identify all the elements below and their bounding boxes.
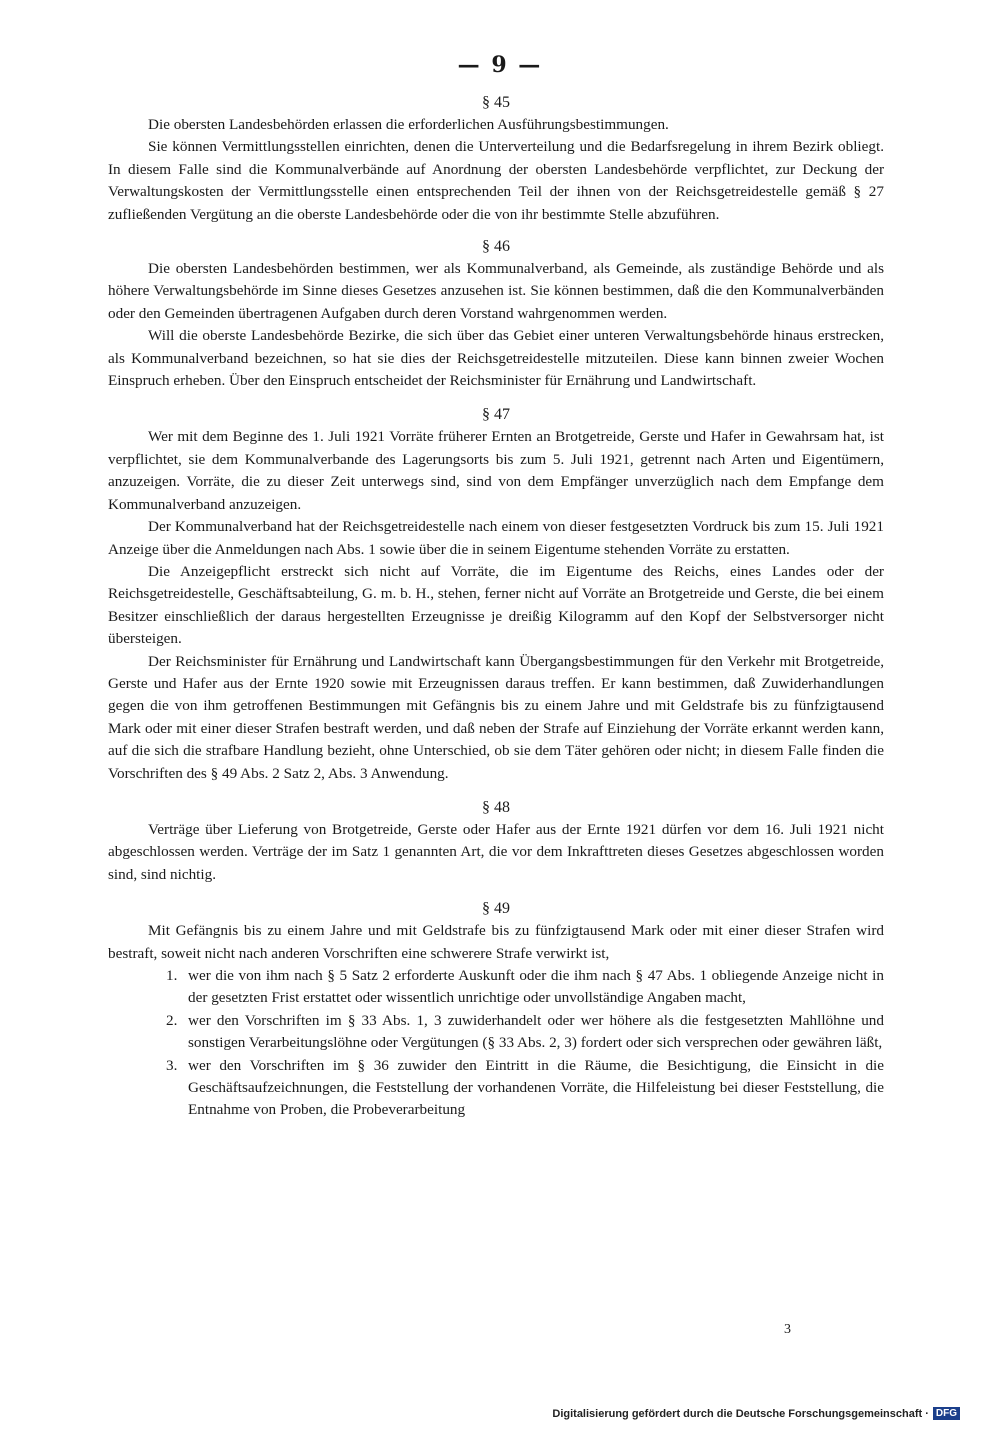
list-item-number: 1. (166, 967, 178, 984)
paragraph: Sie können Vermittlungsstellen einrichten, denen die Unterverteilung und die Bedarfsregelung in ihrem Bezirk obliegt. In diesem Falle sind die Kommunalverbände auf Anordnung der obersten Landesbehörde verpflichtet, zur Deckung der Verwaltungskosten der Vermittlungsstelle einen entsprechenden Teil der ihnen von der Reichsgetreidestelle gemäß § 27 zufließenden Vergütung an die oberste Landesbehörde oder die von ihr bestimmte Stelle abzuführen. (108, 138, 884, 223)
list-item-number: 3. (166, 1056, 178, 1074)
paragraph: Die obersten Landesbehörden erlassen die erforderlichen Ausführungsbestimmungen. (148, 116, 669, 133)
paragraph: Der Reichsminister für Ernährung und Landwirtschaft kann Übergangsbestimmungen für den Verkehr mit Brotgetreide, Gerste und Hafer aus der Ernte 1920 sowie mit Erzeugnissen daraus treffen. Er kann bestimmen, daß Zuwiderhandlungen gegen die von ihm getroffenen Bestimmungen mit Gefängnis bis zu einem Jahre und mit Geldstrafe bis zu fünfzigtausend Mark oder mit einer dieser Strafen bestraft werden, und daß neben der Strafe auf Einziehung der Vorräte erkannt werden kann, auf die sich die strafbare Handlung bezieht, ohne Unterschied, ob sie dem Täter gehören oder nicht; in diesem Falle finden die Vorschriften des § 49 Abs. 2 Satz 2, Abs. 3 Anwendung. (108, 652, 884, 782)
paragraph: Mit Gefängnis bis zu einem Jahre und mit Geldstrafe bis zu fünfzigtausend Mark oder mit einer dieser Strafen wird bestraft, soweit nicht nach anderen Vorschriften eine schwerere Strafe verwirkt ist, (108, 922, 884, 962)
list-item (108, 1055, 884, 1122)
dfg-logo: DFG (933, 1407, 960, 1420)
list-item-text: wer den Vorschriften im § 33 Abs. 1, 3 zuwiderhandelt oder wer höhere als die festgesetzten Mahllöhne und sonstigen Verarbeitungslöhne oder Vergütungen (§ 33 Abs. 2, 3) fordert oder sich versprechen oder gewähren läßt, (188, 1011, 884, 1052)
numbered-list (108, 965, 884, 1122)
section-heading: § 47 (482, 406, 510, 424)
list-item-text: wer die von ihm nach § 5 Satz 2 erforderte Auskunft oder die ihm nach § 47 Abs. 1 obliegende Anzeige nicht in der gesetzten Frist erstattet oder wissentlich unrichtige oder unvollständige Angaben macht, (188, 967, 884, 1007)
digitization-footer (552, 1407, 960, 1420)
section-heading: § 46 (482, 238, 510, 256)
page-number: 3 (784, 1322, 791, 1337)
paragraph: Der Kommunalverband hat der Reichsgetreidestelle nach einem von dieser festgesetzten Vordruck bis zum 15. Juli 1921 Anzeige über die Anmeldungen nach Abs. 1 sowie über die in seinem Eigentume stehenden Vorräte zu erstatten. (108, 518, 884, 558)
paragraph: Wer mit dem Beginne des 1. Juli 1921 Vorräte früherer Ernten an Brotgetreide, Gerste und Hafer in Gewahrsam hat, ist verpflichtet, sie dem Kommunalverbande des Lagerungsorts bis zum 5. Juli 1921, getrennt nach Arten und Eigentümern, anzuzeigen. Vorräte, die zu dieser Zeit unterwegs sind, sind von dem Empfänger unverzüglich nach dem Empfange dem Kommunalverband anzuzeigen. (108, 428, 884, 513)
section-heading: § 48 (482, 798, 510, 816)
section-47 (108, 404, 884, 785)
list-item-text: wer den Vorschriften im § 36 zuwider den Eintritt in die Räume, die Besichtigung, die Einsicht in die Geschäftsaufzeichnungen, die Feststellung der vorhandenen Vorräte, die Hilfeleistung bei dieser Feststellung, die Entnahme von Proben, die Probeverarbeitung (188, 1056, 884, 1119)
list-item (108, 1010, 884, 1055)
section-heading: § 49 (482, 900, 510, 918)
footer-note: Digitalisierung gefördert durch die Deutsche Forschungsgemeinschaft · (552, 1407, 929, 1420)
list-item (108, 965, 884, 1010)
list-item-number: 2. (166, 1011, 178, 1029)
page-content (108, 92, 884, 1122)
section-48 (108, 797, 884, 886)
paragraph: Verträge über Lieferung von Brotgetreide, Gerste oder Hafer aus der Ernte 1921 dürfen vor dem 16. Juli 1921 nicht abgeschlossen werden. Verträge der im Satz 1 genannten Art, die vor dem Inkrafttreten dieses Gesetzes abgeschlossen worden sind, sind nichtig. (108, 820, 884, 883)
section-46 (108, 236, 884, 392)
paragraph: Will die oberste Landesbehörde Bezirke, die sich über das Gebiet einer unteren Verwaltungsbehörde hinaus erstrecken, als Kommunalverband bezeichnen, so hat sie dies der Reichsgetreidestelle mitzuteilen. Diese kann binnen zweier Wochen Einspruch erheben. Über den Einspruch entscheidet der Reichsminister für Ernährung und Landwirtschaft. (108, 327, 884, 390)
paragraph: Die Anzeigepflicht erstreckt sich nicht auf Vorräte, die im Eigentume des Reichs, eines Landes oder der Reichsgetreidestelle, Geschäftsabteilung, G. m. b. H., stehen, ferner nicht auf Vorräte an Brotgetreide und Gerste, die bei einem Besitzer einschließlich der daraus hergestellten Erzeugnisse je dreißig Kilogramm auf den Kopf der Selbstversorger nicht übersteigen. (108, 562, 884, 648)
section-49 (108, 898, 884, 1122)
page-header: — 9 — (457, 52, 543, 78)
section-45 (108, 92, 884, 226)
paragraph: Die obersten Landesbehörden bestimmen, wer als Kommunalverband, als Gemeinde, als zuständige Behörde und als höhere Verwaltungsbehörde im Sinne dieses Gesetzes anzusehen ist. Sie können bestimmen, daß die den Kommunalverbänden oder den Gemeinden übertragenen Aufgaben durch deren Vorstand wahrgenommen werden. (108, 260, 884, 322)
section-heading: § 45 (482, 94, 510, 111)
